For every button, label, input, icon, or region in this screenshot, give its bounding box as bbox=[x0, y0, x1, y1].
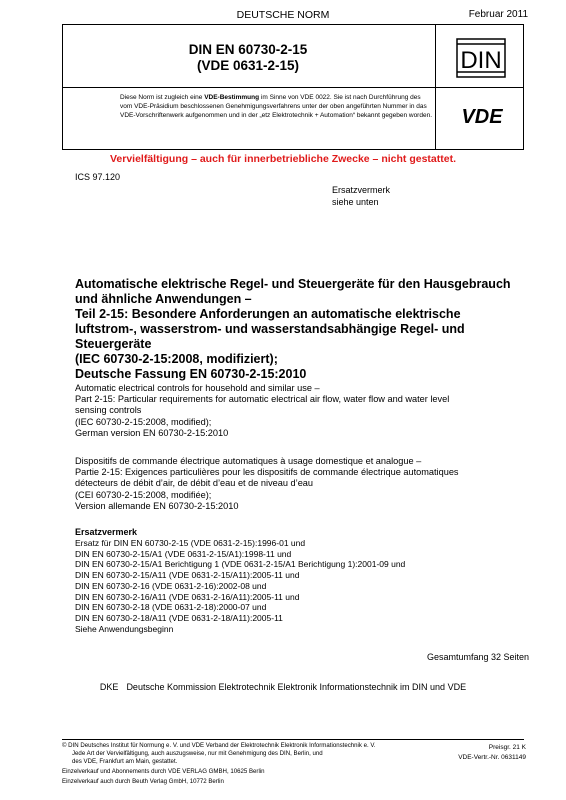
french-title bbox=[75, 456, 535, 512]
replacement-list bbox=[75, 538, 535, 634]
german-title bbox=[75, 277, 535, 382]
distribution-line: Einzelverkauf auch durch Beuth Verlag GmbH, 10772 Berlin bbox=[62, 778, 224, 785]
french-title-line: (CEI 60730-2-15:2008, modifiée); bbox=[75, 489, 212, 500]
german-title-line: Deutsche Fassung EN 60730-2-15:2010 bbox=[75, 367, 307, 381]
english-title-line: German version EN 60730-2-15:2010 bbox=[75, 427, 229, 438]
replacement-line: DIN EN 60730-2-15/A1 Berichtigung 1 (VDE 0631-2-15/A1 Berichtigung 1):2001-09 und bbox=[75, 559, 406, 570]
vde-standard-number: (VDE 0631-2-15) bbox=[196, 58, 300, 73]
box-divider-vertical bbox=[435, 25, 436, 149]
french-title-line: Partie 2-15: Exigences particulières pour les dispositifs de commande électrique automatiques bbox=[75, 467, 459, 478]
german-title-line: Steuergeräte bbox=[75, 337, 152, 351]
din-standard-number: DIN EN 60730-2-15 bbox=[188, 42, 308, 57]
ics-code: ICS 97.120 bbox=[75, 172, 121, 182]
replacement-line: Ersatz für DIN EN 60730-2-15 (VDE 0631-2-15):1996-01 und bbox=[75, 538, 306, 548]
german-title-line: und ähnliche Anwendungen – bbox=[75, 292, 252, 306]
german-title-line: Automatische elektrische Regel- und Steuergeräte für den Hausgebrauch bbox=[75, 277, 511, 291]
replacement-line: DIN EN 60730-2-16 (VDE 0631-2-16):2002-08 und bbox=[75, 580, 267, 591]
total-pages: Gesamtumfang 32 Seiten bbox=[426, 652, 529, 662]
replacement-line: DIN EN 60730-2-15/A11 (VDE 0631-2-15/A11):2005-11 und bbox=[75, 570, 300, 581]
french-title-line: détecteurs de débit d’air, de débit d’eau et de niveau d’eau bbox=[75, 478, 314, 489]
vde-order-number: VDE-Vertr.-Nr. 0631149 bbox=[458, 754, 526, 761]
distribution-info bbox=[62, 767, 265, 787]
replacement-line: DIN EN 60730-2-16/A11 (VDE 0631-2-16/A11):2005-11 und bbox=[75, 591, 300, 602]
english-title-line: (IEC 60730-2-15:2008, modified); bbox=[75, 416, 212, 427]
replacement-hint-line: siehe unten bbox=[332, 197, 379, 207]
replacement-heading: Ersatzvermerk bbox=[75, 527, 138, 537]
french-title-line: Version allemande EN 60730-2-15:2010 bbox=[75, 500, 239, 511]
vde-determination-note bbox=[120, 93, 432, 120]
din-logo bbox=[456, 38, 506, 78]
vde-note-emphasis: VDE-Bestimmung bbox=[204, 94, 260, 101]
german-title-line: luftstrom-, wasserstrom- und wasserstandsabhängige Regel- und bbox=[75, 322, 465, 336]
dke-committee bbox=[0, 682, 566, 692]
replacement-line: Siehe Anwendungsbeginn bbox=[75, 623, 174, 634]
price-info bbox=[458, 743, 526, 763]
vde-logo bbox=[451, 106, 513, 126]
copyright-line: Jede Art der Vervielfältigung, auch auszugsweise, nur mit Genehmigung des DIN, Berlin, und bbox=[72, 750, 323, 758]
french-title-line: Dispositifs de commande électrique automatiques à usage domestique et analogue – bbox=[75, 456, 422, 466]
replacement-hint bbox=[332, 184, 390, 208]
price-group: Preisgr. 21 K bbox=[488, 744, 526, 751]
reproduction-warning: Vervielfältigung – auch für innerbetriebliche Zwecke – nicht gestattet. bbox=[109, 153, 456, 165]
box-divider-horizontal bbox=[63, 87, 523, 88]
english-title bbox=[75, 383, 535, 439]
vde-note-intro: Diese Norm ist zugleich eine bbox=[120, 94, 205, 101]
replacement-hint-line: Ersatzvermerk bbox=[332, 185, 391, 195]
copyright-notice bbox=[62, 742, 432, 767]
english-title-line: Automatic electrical controls for household and similar use – bbox=[75, 383, 320, 393]
document-type-header: DEUTSCHE NORM bbox=[236, 9, 330, 21]
replacement-line: DIN EN 60730-2-18 (VDE 0631-2-18):2000-07 und bbox=[75, 602, 267, 613]
vde-note-body: im Sinne von VDE 0022. Sie ist nach Durchführung des vom VDE-Präsidium beschlossenen Genehmigungsverfahrens unter der oben angeführten Nummer in das VDE-Vorschriftenwerk aufgenommen und in der „etz Elektrotechnik + Automation“ bekannt gegeben worden. bbox=[120, 94, 432, 119]
replacement-line: DIN EN 60730-2-15/A1 (VDE 0631-2-15/A1):1998-11 und bbox=[75, 548, 292, 559]
publication-date: Februar 2011 bbox=[468, 9, 528, 20]
german-title-line: (IEC 60730-2-15:2008, modifiziert); bbox=[75, 352, 278, 366]
footer-divider bbox=[62, 739, 524, 740]
vde-logo-text: VDE bbox=[461, 106, 503, 126]
replacement-line: DIN EN 60730-2-18/A11 (VDE 0631-2-18/A11):2005-11 bbox=[75, 612, 283, 623]
english-title-line: sensing controls bbox=[75, 405, 142, 416]
din-logo-text: DIN bbox=[460, 47, 502, 74]
dke-abbreviation: DKE bbox=[99, 682, 119, 692]
german-title-line: Teil 2-15: Besondere Anforderungen an automatische elektrische bbox=[75, 307, 461, 321]
english-title-line: Part 2-15: Particular requirements for automatic electrical air flow, water flow and water level bbox=[75, 394, 450, 405]
copyright-line: © DIN Deutsches Institut für Normung e. V. und VDE Verband der Elektrotechnik Elektronik Informationstechnik e. V. bbox=[62, 742, 376, 749]
distribution-line: Einzelverkauf und Abonnements durch VDE VERLAG GMBH, 10625 Berlin bbox=[62, 768, 265, 775]
copyright-line: des VDE, Frankfurt am Main, gestattet. bbox=[72, 758, 178, 766]
dke-full-name: Deutsche Kommission Elektrotechnik Elektronik Informationstechnik im DIN und VDE bbox=[126, 682, 467, 692]
